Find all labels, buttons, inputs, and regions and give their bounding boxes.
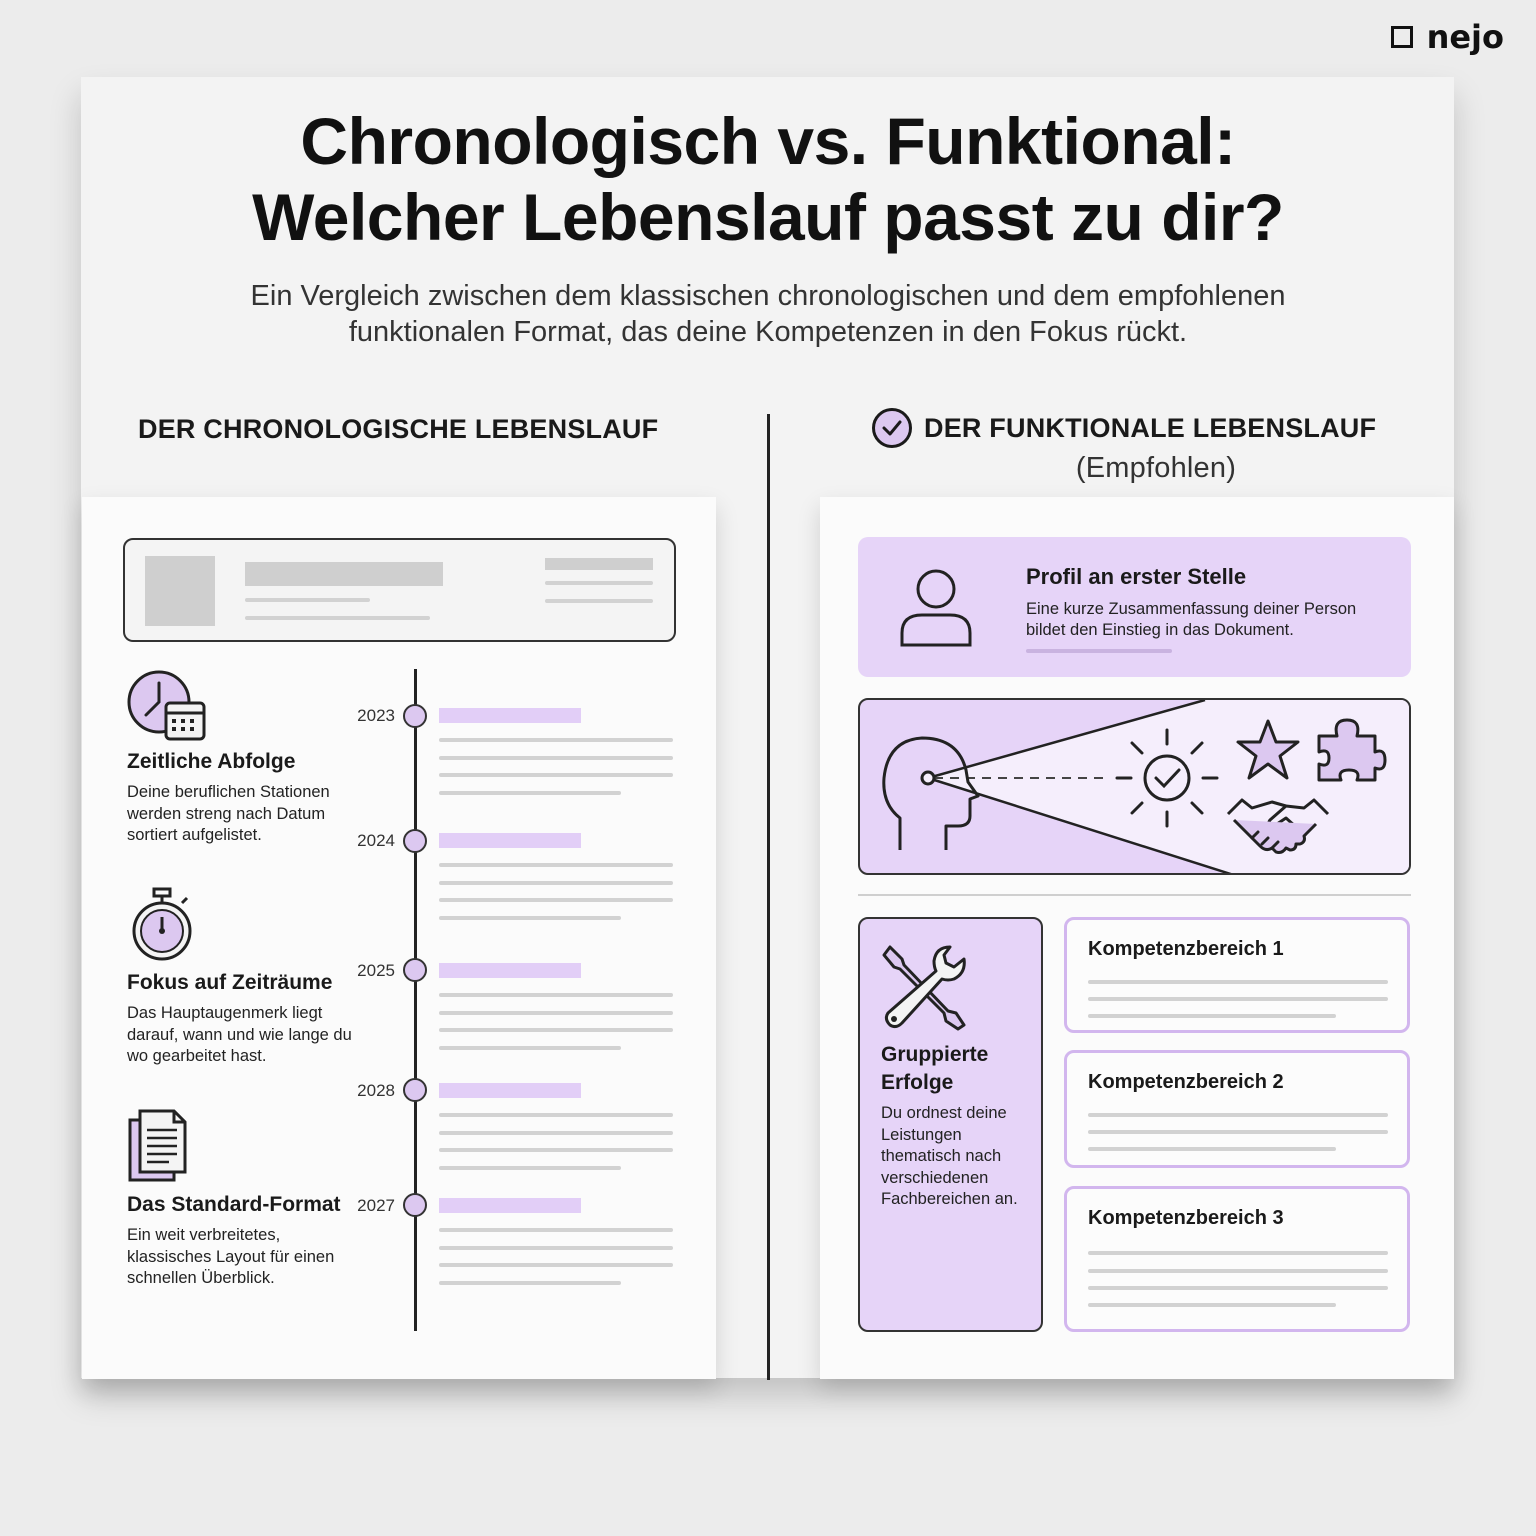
recommended-note: (Empfohlen) (1075, 452, 1237, 484)
text-placeholder (1088, 1014, 1336, 1018)
text-placeholder (439, 1281, 621, 1285)
profile-section (858, 537, 1411, 677)
wrench-screwdriver-icon (880, 941, 968, 1031)
person-icon (898, 565, 974, 649)
feature-title: Zeitliche Abfolge (127, 750, 296, 773)
text-placeholder (1088, 1113, 1388, 1117)
focus-illustration (858, 698, 1411, 875)
text-placeholder (439, 773, 673, 777)
text-placeholder (1088, 1251, 1388, 1255)
grouped-text: Du ordnest deine Leistungen thematisch nach verschiedenen Fachbereichen an. (881, 1104, 1018, 1208)
kompetenz-card-3 (1064, 1186, 1410, 1332)
handshake-icon (1226, 792, 1330, 858)
timeline-year: 2024 (357, 831, 395, 850)
timeline-year: 2025 (357, 961, 395, 980)
text-placeholder (439, 738, 673, 742)
timeline-node (403, 704, 427, 728)
name-placeholder (245, 562, 443, 586)
text-placeholder (439, 916, 621, 920)
feature-text: Ein weit verbreitetes, klassisches Layout für einen schnellen Überblick. (127, 1226, 335, 1287)
profile-text: Eine kurze Zusammenfassung deiner Person bildet den Einstieg in das Dokument. (1026, 600, 1357, 639)
feature-text: Das Hauptaugenmerk liegt darauf, wann und wie lange du wo gearbeitet hast. (127, 1004, 352, 1065)
feature-fokus-zeitraeume (127, 971, 367, 1068)
entry-title-placeholder (439, 1083, 581, 1098)
timeline-node (403, 829, 427, 853)
text-placeholder (1088, 1269, 1388, 1273)
text-placeholder (439, 1011, 673, 1015)
text-placeholder (439, 1028, 673, 1032)
text-placeholder (439, 1148, 673, 1152)
chronological-resume-card (82, 497, 716, 1379)
text-placeholder (1088, 997, 1388, 1001)
puzzle-piece-icon (1315, 714, 1387, 784)
text-placeholder (545, 581, 653, 585)
text-placeholder (439, 1166, 621, 1170)
timeline-year: 2028 (357, 1081, 395, 1100)
text-placeholder (1088, 1303, 1336, 1307)
text-placeholder (439, 881, 673, 885)
text-placeholder (1088, 1147, 1336, 1151)
text-placeholder (439, 898, 673, 902)
title-line-1: Chronologisch vs. Funktional: (300, 104, 1236, 178)
entry-title-placeholder (439, 708, 581, 723)
kompetenz-card-1 (1064, 917, 1410, 1033)
feature-standard-format (127, 1193, 367, 1290)
grouped-achievements-panel (858, 917, 1043, 1332)
title-line-2: Welcher Lebenslauf passt zu dir? (252, 180, 1284, 254)
text-placeholder (439, 1046, 621, 1050)
brand-name: nejo (1426, 18, 1504, 56)
text-placeholder (245, 616, 430, 620)
timeline-year: 2023 (357, 706, 395, 725)
entry-title-placeholder (439, 963, 581, 978)
kompetenz-card-2 (1064, 1050, 1410, 1168)
kompetenz-title: Kompetenzbereich 3 (1088, 1207, 1284, 1229)
timeline-axis (414, 669, 417, 1331)
feature-zeitliche-abfolge (127, 750, 367, 847)
left-column-heading: DER CHRONOLOGISCHE LEBENSLAUF (138, 414, 659, 444)
resume-header-mock (123, 538, 676, 642)
text-placeholder (439, 1131, 673, 1135)
profile-title: Profil an erster Stelle (1026, 564, 1247, 589)
text-placeholder (545, 599, 653, 603)
text-placeholder (1088, 1130, 1388, 1134)
text-placeholder (1026, 649, 1172, 653)
timeline-node (403, 1193, 427, 1217)
entry-title-placeholder (439, 1198, 581, 1213)
text-placeholder (439, 756, 673, 760)
feature-text: Deine beruflichen Stationen werden streng nach Datum sortiert aufgelistet. (127, 783, 330, 844)
right-heading-text: DER FUNKTIONALE LEBENSLAUF (924, 412, 1377, 443)
feature-title: Das Standard-Format (127, 1193, 341, 1216)
timeline-node (403, 1078, 427, 1102)
logo-square-icon (1391, 26, 1413, 48)
text-placeholder (439, 1246, 673, 1250)
section-divider (858, 894, 1411, 896)
text-placeholder (245, 598, 370, 602)
timeline-year: 2027 (357, 1196, 395, 1215)
timeline-node (403, 958, 427, 982)
star-icon (1235, 718, 1301, 782)
text-placeholder (439, 1113, 673, 1117)
clock-calendar-icon (126, 669, 210, 743)
text-placeholder (439, 863, 673, 867)
stopwatch-icon (130, 887, 194, 961)
page-subtitle: Ein Vergleich zwischen dem klassischen chronologischen und dem empfohlenen funktionalen Format, das deine Kompetenzen in den Fokus rückt. (250, 280, 1286, 348)
feature-title: Fokus auf Zeiträume (127, 971, 333, 994)
kompetenz-title: Kompetenzbereich 1 (1088, 938, 1284, 960)
functional-resume-card (820, 497, 1454, 1379)
brand-logo (1391, 18, 1504, 56)
photo-placeholder (145, 556, 215, 626)
text-placeholder (439, 993, 673, 997)
text-placeholder (439, 1228, 673, 1232)
sun-check-icon (1115, 720, 1220, 830)
right-column-heading (872, 408, 1392, 485)
entry-title-placeholder (439, 833, 581, 848)
check-circle-icon (872, 408, 912, 448)
text-placeholder (439, 1263, 673, 1267)
column-divider (767, 414, 770, 1380)
kompetenz-title: Kompetenzbereich 2 (1088, 1071, 1284, 1093)
grouped-title: Gruppierte Erfolge (881, 1043, 989, 1094)
text-placeholder (439, 791, 621, 795)
text-placeholder (1088, 1286, 1388, 1290)
contact-placeholder (545, 558, 653, 570)
text-placeholder (1088, 980, 1388, 984)
page-title (0, 103, 1536, 255)
document-icon (127, 1108, 189, 1184)
